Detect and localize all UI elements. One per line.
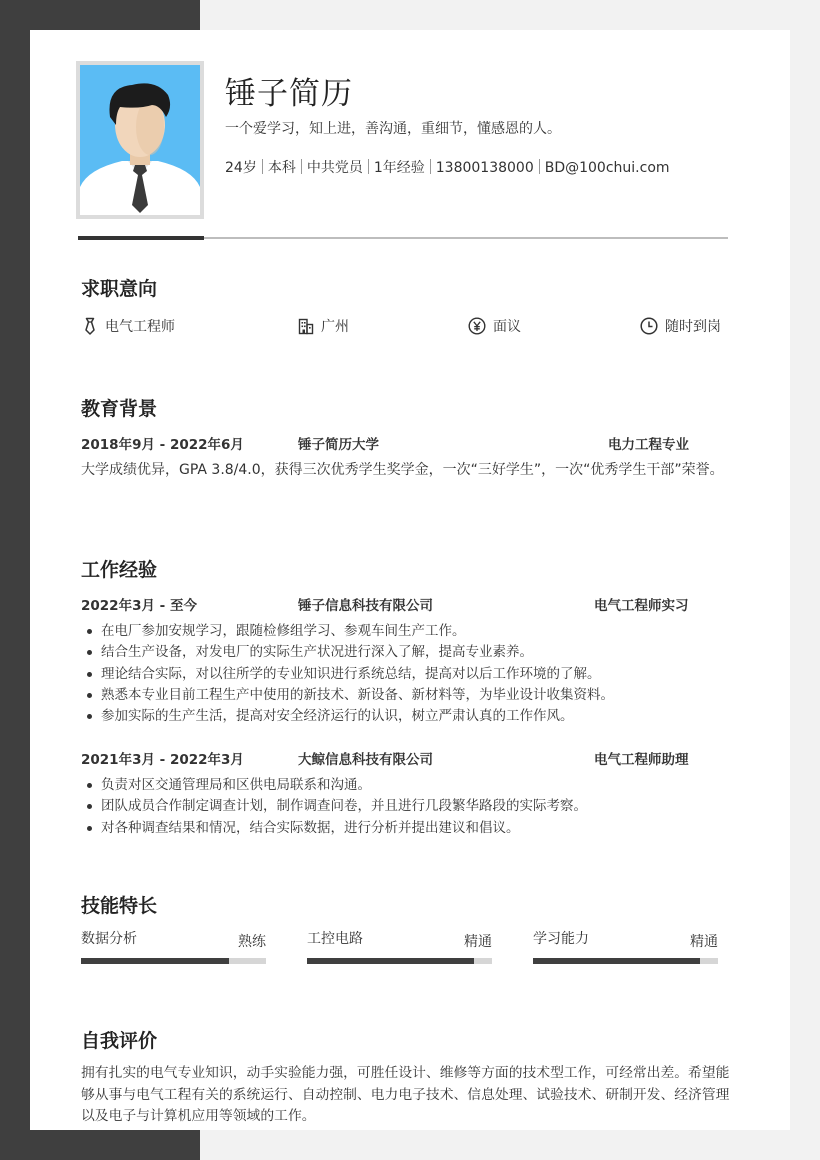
list-item: 结合生产设备，对发电厂的实际生产状况进行深入了解，提高专业素养。	[81, 642, 741, 663]
list-item: 理论结合实际，对以往所学的专业知识进行系统总结，提高对以后工作环境的了解。	[81, 664, 741, 685]
clock-icon	[640, 317, 658, 335]
info-phone: 13800138000	[435, 160, 534, 176]
info-degree: 本科	[267, 160, 296, 176]
education-description: 大学成绩优异，GPA 3.8/4.0，获得三次优秀学生奖学金，一次“三好学生”，一次“优秀学生干部”荣誉。	[81, 462, 724, 478]
candidate-motto: 一个爱学习，知上进，善沟通，重细节，懂感恩的人。	[225, 121, 561, 137]
intent-position	[82, 316, 175, 336]
intent-salary	[468, 316, 521, 336]
job-2-role: 电气工程师助理	[594, 752, 689, 768]
skill-name: 数据分析	[81, 931, 137, 947]
skill-name: 学习能力	[533, 931, 589, 947]
list-item: 负责对区交通管理局和区供电局联系和沟通。	[81, 775, 741, 796]
skill-name: 工控电路	[307, 931, 363, 947]
info-experience: 1年经验	[373, 160, 425, 176]
skill-bar-track	[533, 958, 718, 964]
self-evaluation-text: 拥有扎实的电气专业知识，动手实验能力强，可胜任设计、维修等方面的技术型工作，可经常出差。希望能够从事与电气工程有关的系统运行、自动控制、电力电子技术、信息处理、试验技术、研制开发、经济管理以及电子与计算机应用等领域的工作。	[81, 1065, 730, 1124]
section-title-work: 工作经验	[81, 559, 158, 581]
job-1-company: 锤子信息科技有限公司	[298, 598, 433, 614]
basic-info-row	[225, 157, 670, 177]
section-title-education: 教育背景	[81, 398, 158, 420]
section-title-skills: 技能特长	[81, 895, 158, 917]
skill-bar-track	[81, 958, 266, 964]
yuan-icon	[468, 317, 486, 335]
skill-data-analysis	[81, 928, 266, 968]
info-divider	[539, 159, 540, 174]
intent-availability	[640, 316, 721, 336]
resume-page	[30, 30, 790, 1130]
section-title-job-intent: 求职意向	[81, 278, 158, 300]
info-party: 中共党员	[306, 160, 363, 176]
education-period: 2018年9月 - 2022年6月	[81, 437, 244, 453]
list-item: 团队成员合作制定调查计划，制作调查问卷，并且进行几段繁华路段的实际考察。	[81, 796, 741, 817]
job-2-period: 2021年3月 - 2022年3月	[81, 752, 244, 768]
info-divider	[301, 159, 302, 174]
tie-icon	[82, 317, 98, 335]
skill-level: 精通	[464, 934, 492, 950]
skill-level: 熟练	[238, 934, 266, 950]
info-divider	[430, 159, 431, 174]
list-item: 对各种调查结果和情况，结合实际数据，进行分析并提出建议和倡议。	[81, 818, 741, 839]
intent-position-label: 电气工程师	[105, 319, 175, 335]
avatar	[76, 61, 204, 219]
job-1-role: 电气工程师实习	[594, 598, 689, 614]
header-divider-accent	[78, 236, 204, 240]
education-school: 锤子简历大学	[298, 437, 379, 453]
section-title-self-evaluation: 自我评价	[81, 1030, 158, 1052]
info-email: BD@100chui.com	[544, 160, 670, 176]
skill-learning	[533, 928, 718, 968]
skill-bar-fill	[307, 958, 474, 964]
skill-bar-fill	[81, 958, 229, 964]
education-major: 电力工程专业	[608, 437, 689, 453]
info-age: 24岁	[225, 160, 257, 176]
info-divider	[262, 159, 263, 174]
job-1-duties	[81, 621, 741, 727]
list-item: 参加实际的生产生活，提高对安全经济运行的认识，树立严肃认真的工作作风。	[81, 706, 741, 727]
intent-city-label: 广州	[321, 319, 349, 335]
building-icon	[298, 318, 314, 335]
job-1-period: 2022年3月 - 至今	[81, 598, 197, 614]
skill-bar-track	[307, 958, 492, 964]
job-2-company: 大鲸信息科技有限公司	[298, 752, 433, 768]
intent-availability-label: 随时到岗	[665, 319, 721, 335]
job-2-duties	[81, 775, 741, 839]
intent-salary-label: 面议	[493, 319, 521, 335]
skill-level: 精通	[690, 934, 718, 950]
info-divider	[368, 159, 369, 174]
skill-control-circuit	[307, 928, 492, 968]
list-item: 熟悉本专业目前工程生产中使用的新技术、新设备、新材料等，为毕业设计收集资料。	[81, 685, 741, 706]
skill-bar-fill	[533, 958, 700, 964]
list-item: 在电厂参加安规学习，跟随检修组学习、参观车间生产工作。	[81, 621, 741, 642]
intent-city	[298, 316, 349, 336]
candidate-name: 锤子简历	[225, 76, 353, 112]
